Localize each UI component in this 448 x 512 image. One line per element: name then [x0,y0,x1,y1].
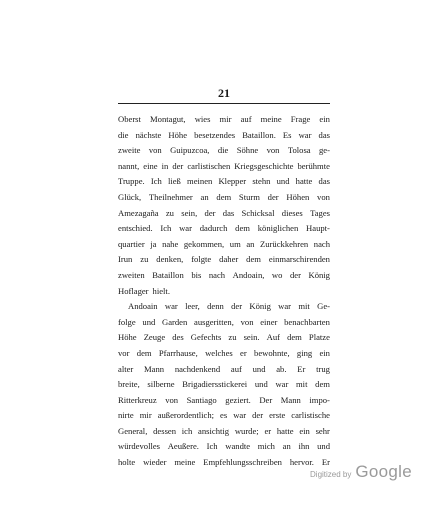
word: mit [296,379,308,390]
word: Ritterkreuz [118,394,157,405]
body-text [118,112,330,471]
word: von [240,316,254,327]
word: General, [118,425,148,436]
word: mir [139,410,152,421]
word: Theilnehmer [148,191,193,202]
word: holte [118,457,136,468]
word: war [179,223,192,234]
word: sehr [315,425,330,436]
word: impo- [309,394,330,405]
word: der [289,269,301,280]
word: breite, [118,379,140,390]
text-line [118,174,330,190]
word: alter [118,363,134,374]
word: Garden [162,316,188,327]
word: ihn [298,441,310,452]
text-line [118,237,330,253]
word: war [233,410,247,421]
word: von [165,394,179,405]
word: das [318,176,330,187]
word: leer, [185,301,200,312]
word: Oberst [118,114,141,124]
word: benachbarten [284,316,330,327]
word: der [231,301,243,312]
word: denken, [156,254,184,265]
word: würdevolles [118,441,161,452]
word: Pfarrhause, [158,347,198,358]
word: Ich [206,441,218,452]
word: zu [140,254,149,265]
word: zweite [118,145,141,156]
word: der [252,410,264,421]
word: der [267,191,279,202]
word: Tages [310,207,330,218]
word: geziert. [225,394,251,405]
digitization-watermark [310,462,412,482]
word: entschied. [118,223,153,234]
word: um [229,238,241,249]
word: dadurch [199,223,228,234]
word: einer [260,316,278,327]
word: bewohnte, [254,347,290,358]
text-line [118,330,330,346]
word: war [298,129,312,140]
word: die [217,145,229,156]
word: Kriegsgeschichte [234,160,294,171]
word: Bataillon. [242,129,276,140]
word: ein [299,425,310,436]
word: Zeuge [143,332,166,343]
word: Andoain [128,301,158,312]
word: und [317,441,330,452]
word: wies [194,114,211,124]
word: Mann [280,394,301,405]
word: Ge- [317,301,330,312]
word: vor [118,347,130,358]
word: in [161,160,169,171]
word: Tolosa [287,145,311,156]
text-line [118,221,330,237]
word: Gefechts [190,332,222,343]
word: nahe [162,238,179,249]
word: Ich [160,223,172,234]
word: von [266,145,280,156]
text-line [118,128,330,144]
word: meinen [187,176,213,187]
word: ein [319,114,330,124]
word: wandte [225,441,251,452]
text-line [118,299,330,315]
word: von [317,191,330,202]
text-line [118,455,330,471]
word: Zurückkehren [260,238,309,249]
word: folge [118,316,136,327]
word: dem [235,223,250,234]
word: carlistische [291,410,330,421]
word: auf [230,363,242,374]
word: Klepper [218,176,247,187]
word: der [172,160,184,171]
word: ging [296,347,313,358]
word: Platze [308,332,330,343]
word: nach [313,238,330,249]
word: königlichen [257,223,299,234]
word: Sturm [238,191,260,202]
word: nachdenkend [174,363,221,374]
text-line [118,424,330,440]
text-line [118,284,330,300]
google-logo-text: Google [355,462,412,481]
text-line [118,112,330,128]
word: Truppe. [118,176,145,187]
word: Auf [266,332,280,343]
word: war [275,379,289,390]
word: nannt, [118,160,140,171]
word: stehn [252,176,271,187]
word: ge- [319,145,330,156]
word: Höhe [168,129,188,140]
word: Brigadiersstickerei [182,379,248,390]
word: hatte [295,176,313,187]
text-line [118,346,330,362]
text-line [118,252,330,268]
word: Der [259,394,273,405]
word: er [240,347,247,358]
word: die [118,129,129,140]
word: ausgeritten, [194,316,234,327]
text-line [118,362,330,378]
word: berühmte [297,160,330,171]
word: wo [271,269,283,280]
word: folgte [191,254,212,265]
word: Andoain, [232,269,265,280]
word: besetzendes [194,129,236,140]
word: Höhen [286,191,310,202]
word: er [264,425,272,436]
word: silberne [147,379,175,390]
text-line [118,377,330,393]
word: mir [219,114,232,124]
word: zu [165,207,174,218]
word: ja [150,238,157,249]
word: dessen [153,425,177,436]
word: zu [228,332,237,343]
word: carlistischen [187,160,231,171]
word: Glück, [118,191,142,202]
text-line [118,143,330,159]
word: hatte [276,425,294,436]
text-line [118,315,330,331]
word: nach [208,269,226,280]
word: bis [191,269,202,280]
word: Frage [290,114,311,124]
word: an [282,441,291,452]
word: und [254,379,268,390]
word: ab. [276,363,287,374]
text-line [118,206,330,222]
word: Guipuzcoa, [170,145,210,156]
word: wurde; [234,425,259,436]
word: hielt. [152,285,170,296]
word: ein [319,347,330,358]
word: das [222,207,235,218]
page-number: 21 [218,86,230,100]
word: an [246,238,255,249]
word: war [278,301,292,312]
word: trug [316,363,330,374]
word: König [308,269,330,280]
word: an [200,191,209,202]
word: Bataillon [152,269,184,280]
word: ansichtig [198,425,230,436]
word: Ich [150,176,162,187]
word: sein. [243,332,260,343]
word: auf [240,114,252,124]
word: Irun [118,254,133,265]
word: wieder [143,457,167,468]
word: es [220,410,228,421]
text-line [118,408,330,424]
word: König [249,301,271,312]
word: Montagut, [150,114,186,124]
word: ich [181,425,193,436]
word: der [204,207,216,218]
word: erste [269,410,286,421]
word: dem [136,347,152,358]
word: Er [321,457,330,468]
word: mit [298,301,310,312]
word: und [276,176,290,187]
header-rule [118,103,330,104]
word: Mann [144,363,165,374]
word: von [148,145,162,156]
text-line [118,393,330,409]
word: Empfehlungsschreiben [203,457,282,468]
word: sein, [181,207,198,218]
word: Amezagaña [118,207,159,218]
word: des [172,332,184,343]
text-line [118,439,330,455]
word: Santiago [186,394,217,405]
word: welches [205,347,233,358]
word: quartier [118,238,145,249]
word: hervor. [289,457,314,468]
word: und [252,363,266,374]
word: einmarschirenden [268,254,330,265]
word: eine [143,160,158,171]
word: das [318,129,330,140]
word: dem [287,332,302,343]
word: Hoflager [118,285,149,296]
word: Er [297,363,306,374]
word: dem [216,191,232,202]
word: dem [315,379,330,390]
word: meine [260,114,282,124]
word: dieses [281,207,303,218]
word: gekommen, [183,238,225,249]
word: Höhe [118,332,137,343]
word: nächste [135,129,162,140]
word: und [142,316,156,327]
word: Söhne [236,145,259,156]
word: denn [207,301,224,312]
text-line [118,159,330,175]
word: war [164,301,178,312]
word: meine [174,457,196,468]
digitized-by-label: Digitized by [310,470,352,479]
word: daher [219,254,239,265]
word: Aeußere. [167,441,199,452]
word: Schicksal [241,207,275,218]
word: ließ [167,176,181,187]
word: außerordentlich; [157,410,215,421]
text-line [118,268,330,284]
word: nirte [118,410,134,421]
word: dem [246,254,261,265]
word: Es [282,129,292,140]
word: zweiten [118,269,145,280]
word: mich [257,441,275,452]
text-line [118,190,330,206]
word: Haupt- [306,223,330,234]
